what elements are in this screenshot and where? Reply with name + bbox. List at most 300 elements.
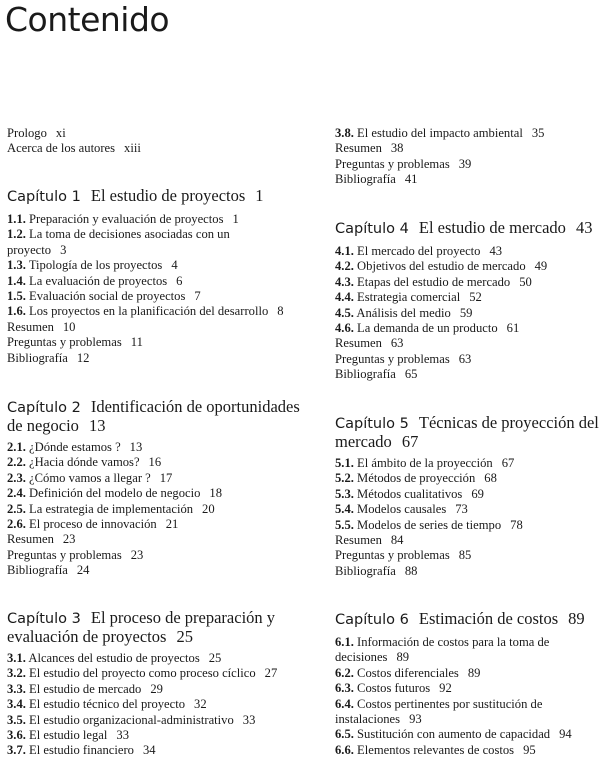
chapter-heading-line: [7, 417, 300, 434]
page-number: 24: [76, 563, 90, 578]
toc-entry-line: [335, 141, 544, 156]
page-number: 73: [455, 502, 468, 517]
page-number: 13: [129, 440, 143, 454]
chapter-number: Capítulo 6: [335, 612, 409, 628]
toc-entry[interactable]: [7, 320, 284, 335]
section-title: El estudio de mercado: [29, 681, 142, 696]
section-title: La estrategia de implementación: [29, 501, 194, 516]
chapter-heading-line: [335, 610, 585, 629]
toc-entry[interactable]: [335, 502, 599, 517]
section-number: 2.6.: [7, 517, 26, 532]
section-title: Preguntas y problemas: [335, 351, 450, 366]
toc-entry-line: [7, 471, 300, 486]
section-number: 4.3.: [335, 274, 354, 289]
toc-entry-line: [7, 335, 284, 350]
section-title: ¿Cómo vamos a llegar ?: [29, 470, 151, 485]
toc-entry[interactable]: [7, 502, 300, 517]
section-title: Métodos de proyección: [357, 471, 476, 486]
section-title: Bibliografía: [7, 563, 68, 578]
toc-entry[interactable]: [7, 335, 284, 350]
toc-entry-line: [7, 243, 284, 258]
toc-entry[interactable]: [7, 728, 277, 743]
chapter-number: Capítulo 3: [7, 611, 81, 627]
section-number: 3.3.: [7, 681, 26, 696]
toc-entry-line: [7, 728, 277, 743]
section-title: Estrategia comercial: [357, 290, 461, 305]
chapter-heading-line: [7, 609, 277, 628]
section-number: 5.4.: [335, 502, 354, 517]
toc-entry[interactable]: [335, 244, 592, 259]
section-number: 6.4.: [335, 696, 354, 711]
toc-entry-line: [335, 352, 592, 367]
page-number: 50: [519, 274, 532, 289]
section-number: 4.5.: [335, 305, 354, 320]
toc-entry[interactable]: [7, 304, 284, 319]
page-number: 78: [510, 517, 523, 532]
page-number: 21: [165, 517, 179, 532]
section-title: decisiones: [335, 650, 388, 665]
section-title: El ámbito de la proyección: [357, 456, 493, 470]
section-title: instalaciones: [335, 712, 401, 727]
chapter-number: Capítulo 2: [7, 400, 81, 416]
section-title: El mercado del proyecto: [357, 244, 481, 258]
page-number: 10: [62, 319, 76, 334]
section-number: 4.2.: [335, 259, 354, 274]
toc-entry-line: [7, 563, 300, 578]
toc-entry[interactable]: [335, 290, 592, 305]
toc-entry[interactable]: [335, 367, 592, 382]
section-title: El proceso de innovación: [29, 517, 157, 532]
toc-entry-line: [7, 517, 300, 532]
chapter-number: Capítulo 1: [7, 189, 81, 205]
chapter-heading-line: [335, 414, 599, 433]
toc-entry[interactable]: [7, 258, 284, 273]
page-number: 93: [409, 712, 422, 727]
section-number: 2.2.: [7, 455, 26, 470]
chapter-heading-line: [7, 628, 277, 645]
toc-entry[interactable]: [7, 455, 300, 470]
section-number: 1.4.: [7, 273, 26, 288]
toc-entry[interactable]: [335, 727, 585, 742]
toc-entry-line: [7, 289, 284, 304]
section-title: Preguntas y problemas: [335, 156, 450, 171]
section-title: Resumen: [335, 533, 382, 548]
toc-entry-line: [335, 533, 599, 548]
chapter-heading: [7, 398, 300, 434]
toc-entry-line: [335, 321, 592, 336]
toc-entry[interactable]: [335, 259, 592, 274]
toc-entry-line: [7, 212, 284, 227]
section-number: 6.1.: [335, 635, 354, 649]
toc-entry-line: [7, 351, 284, 366]
section-title: Los proyectos en la planificación del desarrollo: [29, 304, 269, 319]
section-number: 3.6.: [7, 728, 26, 743]
toc-entry[interactable]: [335, 336, 592, 351]
section-number: 3.7.: [7, 743, 26, 758]
chapter-number: Capítulo 4: [335, 221, 409, 237]
page-number: 35: [531, 126, 545, 140]
toc-entry[interactable]: [335, 548, 599, 563]
toc-entry-line: [7, 455, 300, 470]
section-title: Análisis del medio: [356, 305, 451, 320]
chapter-title: mercado: [335, 432, 392, 451]
toc-entry[interactable]: [7, 743, 277, 758]
section-title: Información de costos para la toma de: [357, 635, 550, 649]
section-title: Modelos causales: [357, 502, 447, 517]
toc-entry-line: [7, 141, 141, 156]
toc-entry[interactable]: [7, 486, 300, 501]
toc-entry-line: [335, 712, 585, 727]
section-number: 6.3.: [335, 681, 354, 696]
section-number: 1.2.: [7, 227, 26, 242]
page-number: 59: [459, 305, 473, 320]
section-title: ¿Hacia dónde vamos?: [29, 455, 140, 470]
section-title: Resumen: [7, 319, 54, 334]
toc-entry[interactable]: [335, 666, 585, 681]
section-title: La toma de decisiones asociadas con un: [29, 227, 230, 242]
toc-entry-line: [335, 697, 585, 712]
toc-entry-line: [335, 681, 585, 696]
section-title: El estudio organizacional-administrativo: [29, 712, 234, 727]
section-title: Elementos relevantes de costos: [357, 742, 515, 757]
section-number: 4.1.: [335, 244, 354, 258]
toc-entry-line: [7, 548, 300, 563]
toc-entry-line: [335, 564, 599, 579]
chapter-page: 13: [88, 416, 106, 435]
page-number: 85: [458, 548, 472, 563]
section-title: Bibliografía: [7, 350, 68, 365]
page-number: 6: [176, 273, 183, 288]
section-number: 2.4.: [7, 486, 26, 501]
page-number: 92: [439, 681, 452, 696]
toc-entry[interactable]: [335, 352, 592, 367]
section-continued: [7, 126, 141, 157]
toc-entry[interactable]: [335, 456, 599, 471]
toc-entry[interactable]: [7, 563, 300, 578]
section-title: Preguntas y problemas: [7, 547, 122, 562]
toc-entry[interactable]: [335, 141, 544, 156]
toc-entry-line: [7, 697, 277, 712]
section-title: Costos diferenciales: [357, 665, 459, 680]
page-number: 8: [277, 304, 284, 319]
section-title: Preguntas y problemas: [7, 335, 122, 350]
page-number: 33: [116, 728, 129, 743]
chapter-title: evaluación de proyectos: [7, 627, 167, 646]
chapter-heading-line: [335, 219, 592, 238]
toc-entry-line: [335, 367, 592, 382]
toc-entry[interactable]: [335, 306, 592, 321]
section-number: 4.4.: [335, 290, 354, 305]
section-number: 6.6.: [335, 742, 354, 757]
toc-entry[interactable]: [7, 212, 284, 227]
toc-entry[interactable]: [7, 682, 277, 697]
page-number: xi: [55, 126, 66, 140]
page-number: 34: [142, 743, 156, 758]
toc-entry-line: [7, 227, 284, 242]
toc-entry-line: [7, 502, 300, 517]
page-number: 12: [76, 350, 90, 365]
section-title: Evaluación social de proyectos: [29, 289, 186, 304]
toc-entry-line: [7, 486, 300, 501]
toc-entry[interactable]: [7, 517, 300, 532]
chapter-title: Estimación de costos: [418, 609, 559, 628]
section-title: El estudio del impacto ambiental: [357, 126, 523, 140]
section-title: Resumen: [335, 336, 382, 351]
toc-entry-line: [7, 274, 284, 289]
section-title: Definición del modelo de negocio: [29, 486, 201, 501]
page-number: 69: [471, 486, 484, 501]
section-title: Costos pertinentes por sustitución de: [357, 696, 543, 711]
toc-entry[interactable]: [7, 289, 284, 304]
section-number: 3.8.: [335, 126, 354, 140]
toc-entry-line: [7, 126, 141, 141]
page-number: 61: [506, 321, 520, 336]
chapter-title: de negocio: [7, 416, 79, 435]
toc-entry[interactable]: [7, 471, 300, 486]
toc-entry[interactable]: [335, 275, 592, 290]
section-title: Acerca de los autores: [7, 141, 116, 156]
page-number: 39: [458, 156, 472, 171]
chapter-page: 89: [568, 609, 585, 628]
section-number: 1.6.: [7, 304, 26, 319]
section-number: 3.4.: [7, 697, 26, 712]
chapter-title: Técnicas de proyección del: [418, 413, 599, 432]
section-title: proyecto: [7, 242, 52, 257]
chapter-heading-line: [7, 398, 300, 417]
section-title: Métodos cualitativos: [357, 486, 463, 501]
toc-entry-line: [335, 290, 592, 305]
toc-entry-line: [335, 126, 544, 141]
chapter-section: [7, 609, 277, 759]
chapter-page: 1: [255, 186, 264, 205]
toc-entry[interactable]: [335, 321, 592, 336]
toc-entry[interactable]: [7, 666, 277, 681]
toc-entry-line: [335, 172, 544, 187]
page-number: 63: [390, 336, 404, 351]
chapter-page: 67: [401, 432, 419, 451]
chapter-heading: [335, 414, 599, 450]
toc-entry[interactable]: [335, 697, 585, 728]
toc-entry[interactable]: [335, 471, 599, 486]
toc-entry-line: [335, 635, 585, 650]
section-number: 6.2.: [335, 665, 354, 680]
page-number: 1: [232, 212, 239, 226]
toc-entry-line: [7, 713, 277, 728]
section-title: La demanda de un producto: [357, 321, 498, 336]
toc-entry[interactable]: [7, 141, 141, 156]
section-title: Preguntas y problemas: [335, 548, 450, 563]
toc-entry-line: [335, 157, 544, 172]
toc-entry-line: [335, 548, 599, 563]
section-number: 2.5.: [7, 501, 26, 516]
page-number: 16: [148, 455, 162, 470]
page-number: 67: [501, 456, 515, 470]
toc-entry-line: [335, 275, 592, 290]
page-number: 95: [523, 742, 536, 757]
toc-entry-line: [7, 258, 284, 273]
section-title: El estudio del proyecto como proceso cíclico: [29, 666, 256, 681]
section-title: Bibliografía: [335, 367, 396, 382]
toc-entry[interactable]: [7, 440, 300, 455]
page-number: 25: [208, 651, 222, 665]
page-title: Contenido: [5, 0, 170, 39]
chapter-section: [335, 414, 599, 579]
toc-entry[interactable]: [7, 548, 300, 563]
section-title: Sustitución con aumento de capacidad: [357, 727, 551, 742]
toc-entry-line: [335, 650, 585, 665]
section-title: Alcances del estudio de proyectos: [28, 651, 200, 665]
section-number: 6.5.: [335, 727, 354, 742]
toc-entry[interactable]: [335, 635, 585, 666]
toc-entry-line: [7, 320, 284, 335]
page-number: 23: [130, 547, 144, 562]
section-title: Bibliografía: [335, 172, 396, 187]
toc-entry[interactable]: [335, 533, 599, 548]
chapter-heading-line: [335, 433, 599, 450]
toc-entry-line: [7, 666, 277, 681]
page-number: 3: [60, 242, 67, 257]
page-number: 23: [62, 532, 76, 547]
section-title: Objetivos del estudio de mercado: [357, 259, 526, 274]
section-title: El estudio legal: [29, 728, 108, 743]
toc-entry-line: [335, 456, 599, 471]
section-number: 4.6.: [335, 321, 354, 336]
toc-entry-line: [335, 743, 585, 758]
toc-entry[interactable]: [7, 697, 277, 712]
page-number: 17: [159, 470, 173, 485]
toc-entry[interactable]: [7, 532, 300, 547]
chapter-number: Capítulo 5: [335, 416, 409, 432]
section-title: Tipología de los proyectos: [28, 258, 163, 273]
toc-entry-line: [335, 471, 599, 486]
toc-entry[interactable]: [7, 126, 141, 141]
section-title: El estudio financiero: [29, 743, 134, 758]
toc-entry[interactable]: [335, 157, 544, 172]
page-number: 65: [404, 367, 418, 382]
section-title: Etapas del estudio de mercado: [357, 274, 511, 289]
page-number: 32: [194, 697, 207, 712]
toc-entry[interactable]: [7, 351, 284, 366]
page-number: 18: [209, 486, 223, 501]
toc-entry-line: [335, 502, 599, 517]
page-number: 11: [130, 335, 143, 350]
page-number: 4: [171, 258, 178, 273]
toc-entry[interactable]: [335, 487, 599, 502]
section-title: El estudio técnico del proyecto: [29, 697, 186, 712]
toc-entry-line: [7, 682, 277, 697]
toc-entry[interactable]: [7, 227, 284, 258]
section-number: 1.3.: [7, 258, 26, 273]
page-number: 94: [559, 727, 572, 742]
chapter-page: 43: [575, 218, 593, 237]
toc-entry[interactable]: [335, 681, 585, 696]
chapter-heading: [335, 219, 592, 238]
toc-entry-line: [335, 336, 592, 351]
toc-entry-line: [335, 727, 585, 742]
page-number: xiii: [124, 141, 141, 156]
section-number: 5.3.: [335, 486, 354, 501]
toc-entry[interactable]: [335, 126, 544, 141]
toc-entry-line: [7, 440, 300, 455]
chapter-heading: [335, 610, 585, 629]
toc-entry-line: [335, 518, 599, 533]
chapter-section: [7, 398, 300, 579]
chapter-heading-line: [7, 187, 284, 206]
page-number: 29: [150, 681, 163, 696]
page-number: 68: [484, 471, 497, 486]
section-number: 5.1.: [335, 456, 354, 470]
page-number: 52: [469, 290, 482, 305]
chapter-heading: [7, 609, 277, 645]
toc-entry[interactable]: [7, 713, 277, 728]
toc-entry-line: [335, 244, 592, 259]
section-title: Prologo: [7, 126, 47, 140]
page-number: 63: [458, 351, 472, 366]
section-title: Resumen: [335, 141, 382, 156]
page-number: 49: [534, 259, 548, 274]
page-number: 7: [194, 289, 201, 304]
section-title: Modelos de series de tiempo: [357, 517, 502, 532]
section-title: Costos futuros: [357, 681, 431, 696]
page-number: 20: [202, 501, 215, 516]
toc-entry-line: [7, 651, 277, 666]
toc-entry[interactable]: [335, 743, 585, 758]
section-title: Resumen: [7, 532, 54, 547]
page-number: 43: [489, 244, 503, 258]
toc-entry[interactable]: [7, 274, 284, 289]
toc-entry[interactable]: [335, 518, 599, 533]
section-title: ¿Dónde estamos ?: [29, 440, 121, 454]
toc-entry-line: [7, 304, 284, 319]
page-number: 89: [396, 650, 410, 665]
page-number: 88: [404, 563, 418, 578]
chapter-title: El estudio de proyectos: [90, 186, 246, 205]
chapter-heading: [7, 187, 284, 206]
section-number: 3.2.: [7, 666, 26, 681]
toc-entry-line: [335, 306, 592, 321]
page-number: 33: [242, 712, 256, 727]
toc-entry-line: [335, 487, 599, 502]
section-number: 2.3.: [7, 470, 26, 485]
chapter-title: El proceso de preparación y: [90, 608, 276, 627]
chapter-title: El estudio de mercado: [418, 218, 566, 237]
toc-entry-line: [7, 532, 300, 547]
chapter-page: 25: [176, 627, 193, 646]
toc-entry[interactable]: [335, 564, 599, 579]
chapter-section: [335, 610, 585, 758]
toc-entry-line: [335, 259, 592, 274]
page-number: 38: [390, 141, 404, 156]
chapter-section: [335, 219, 592, 383]
section-number: 3.1.: [7, 651, 26, 665]
section-number: 2.1.: [7, 440, 26, 454]
section-number: 5.2.: [335, 471, 354, 486]
page-number: 84: [390, 533, 404, 548]
chapter-section: [7, 187, 284, 366]
section-number: 5.5.: [335, 517, 354, 532]
section-title: Preparación y evaluación de proyectos: [29, 212, 224, 226]
section-title: La evaluación de proyectos: [29, 273, 168, 288]
page-number: 89: [467, 665, 481, 680]
toc-entry[interactable]: [335, 172, 544, 187]
section-number: 1.1.: [7, 212, 26, 226]
toc-entry-line: [7, 743, 277, 758]
section-title: Bibliografía: [335, 563, 396, 578]
toc-entry[interactable]: [7, 651, 277, 666]
section-number: 3.5.: [7, 712, 26, 727]
page-number: 27: [264, 666, 278, 681]
chapter-title: Identificación de oportunidades: [90, 397, 300, 416]
